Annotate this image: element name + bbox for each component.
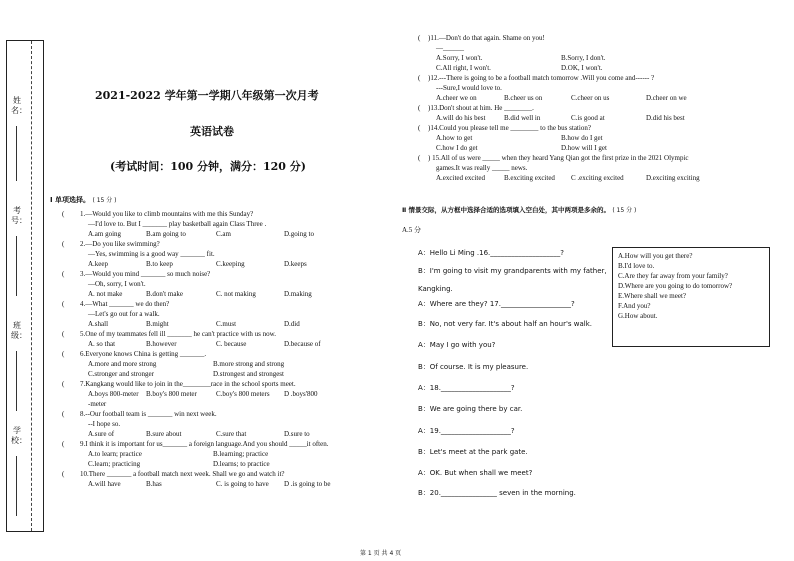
class-label: 班级： [11,321,27,340]
question-row [62,410,397,420]
exam-title: 2021-2022 学年第一学期八年级第一次月考 [95,89,319,102]
option: A.keep [88,260,109,268]
answer-paren: ( [62,350,65,358]
right-question-column [418,34,788,184]
dialogue-line: A：Hello Li Ming .16.____________________? [418,249,564,257]
options-row [62,370,397,380]
dialogue-line: A：18.____________________? [418,384,515,392]
option: B.sure about [146,430,182,438]
option: D.cheer on we [646,94,687,102]
question-row [62,240,397,250]
question-row-cont [62,220,397,230]
dialogue-line: B：20.________________ seven in the morning. [418,489,576,497]
option: B.boy's 800 meter [146,390,197,398]
option-box-item: F.And you? [618,302,651,310]
question-row [62,210,397,220]
question-row [418,104,788,114]
question-text-cont: —______ [436,44,464,52]
option: B.don't make [146,290,184,298]
question-text: 4.—What _______ we do then? [80,300,170,308]
option: A. so that [88,340,116,348]
options-row [62,340,397,350]
question-text-cont: —Oh, sorry, I won't. [88,280,146,288]
class-line [16,351,17,411]
option: D.OK, I won't. [561,64,603,72]
dialogue-line: B：Let's meet at the park gate. [418,448,528,456]
option: B.has [146,480,162,488]
option: B.however [146,340,177,348]
option: B.more strong and strong [213,360,285,368]
exam-time: (考试时间：100 分钟，满分：120 分) [110,160,306,173]
section2-sub: A.5 分 [402,226,422,234]
answer-paren: ( [62,440,65,448]
option: C.stronger and stronger [88,370,154,378]
binding-divider [31,41,32,531]
options-row [62,360,397,370]
options-row [62,290,397,300]
question-text-cont: —Let's go out for a walk. [88,310,160,318]
option: D.making [284,290,312,298]
section1-heading [50,196,117,205]
option: C.sure that [216,430,247,438]
dialogue-line: A：May I go with you? [418,341,496,349]
options-row [418,54,788,64]
question-text: )14.Could you please tell me ________ to the bus station? [428,124,591,132]
dialogue-line: A：OK. But when shall we meet? [418,469,533,477]
option: B.might [146,320,169,328]
page-footer: 第 1 页 共 4 页 [360,550,402,557]
option-box-item: G.How about. [618,312,658,320]
option: B.did well in [504,114,541,122]
option: B.how do I get [561,134,603,142]
answer-paren: ( [62,380,65,388]
option: C.boy's 800 meters [216,390,270,398]
question-row [418,124,788,134]
options-row [418,114,788,124]
option: D.going to [284,230,314,238]
answer-paren: ( [62,410,65,418]
question-row [62,440,397,450]
answer-paren: ( [418,154,421,162]
options-row [62,480,397,490]
option: D.because of [284,340,321,348]
question-text-cont: games.It was really _____ news. [436,164,528,172]
section2-heading-text: Ⅱ 情景交际，从方框中选择合适的选项填入空白处，其中两项是多余的。 [402,206,611,214]
answer-paren: ( [62,240,65,248]
option: B.cheer us on [504,94,543,102]
question-text: 10.There _______ a football match next week. Shall we go and watch it? [80,470,285,478]
left-question-column [62,210,397,490]
name-line [16,126,17,181]
question-row-cont [418,164,788,174]
section1-heading-text: Ⅰ 单项选择。 [50,196,91,204]
answer-paren: ( [62,210,65,218]
option: B.Sorry, I don't. [561,54,606,62]
options-row [418,64,788,74]
option: C.keeping [216,260,245,268]
option: C.All right, I won't. [436,64,491,72]
option: C.how I do get [436,144,478,152]
option: A.Sorry, I won't. [436,54,483,62]
options-row [418,94,788,104]
option: A.cheer we on [436,94,477,102]
option: D .boys'800 [284,390,318,398]
option: A. not make [88,290,123,298]
question-text: 5.One of my teammates fell ill _______ he can't practice with us now. [80,330,276,338]
question-row [62,470,397,480]
option: C .exciting excited [571,174,624,182]
question-text: 7.Kangkang would like to join in the________race in the school sports meet. [80,380,296,388]
question-row [62,380,397,390]
question-text-cont: --I hope so. [88,420,121,428]
option: A.will do his best [436,114,486,122]
section2-score: ( 15 分 ) [612,207,637,214]
question-row [418,154,788,164]
answer-paren: ( [418,34,421,42]
options-row [62,450,397,460]
option: C.must [216,320,237,328]
option: B.am going to [146,230,186,238]
section2-heading [402,206,636,215]
answer-paren: ( [418,74,421,82]
options-row [62,260,397,270]
question-text: )12.---There is going to be a football match tomorrow .Will you come and------ ? [428,74,655,82]
answer-paren: ( [62,300,65,308]
option: D.keeps [284,260,307,268]
option: D.exciting exciting [646,174,700,182]
number-label: 考号： [11,206,27,225]
question-row-cont [62,310,397,320]
number-line [16,236,17,296]
option: A.sure of [88,430,115,438]
dialogue-line: Kangking. [418,285,453,293]
option-tail: -meter [88,400,107,408]
options-row [62,460,397,470]
option-box-item: C.Are they far away from your family? [618,272,728,280]
school-label: 学校： [11,426,27,445]
question-text: )11.—Don't do that again. Shame on you! [428,34,545,42]
option-box [612,247,770,347]
option-box-item: A.How will you get there? [618,252,693,260]
question-text: 1.—Would you like to climb mountains with me this Sunday? [80,210,254,218]
option: D.sure to [284,430,310,438]
option: A.will have [88,480,121,488]
option: A.shall [88,320,109,328]
option: B.exciting excited [504,174,555,182]
option: C. is going to have [216,480,269,488]
option: C. not making [216,290,256,298]
question-text: 3.—Would you mind _______ so much noise? [80,270,211,278]
option: A.boys 800-meter [88,390,139,398]
dialogue-line: A：Where are they? 17.____________________? [418,300,575,308]
options-row [62,320,397,330]
option-box-item: B.I'd love to. [618,262,655,270]
question-text: )13.Don't shout at him. He ________. [428,104,534,112]
option: B.learning; practice [213,450,269,458]
option: D.did [284,320,300,328]
question-row [62,300,397,310]
option: C.is good at [571,114,605,122]
dialogue-line: B：No, not very far. It's about half an hour's walk. [418,320,593,328]
dialogue-line: A：19.____________________? [418,427,515,435]
question-row-cont [62,280,397,290]
question-text: ) 15.All of us were _____ when they heard Yang Qian got the first prize in the 2021 Olympic [428,154,689,162]
answer-paren: ( [62,330,65,338]
option: C. because [216,340,247,348]
question-text: 2.—Do you like swimming? [80,240,160,248]
binding-strip [6,40,44,532]
answer-paren: ( [418,124,421,132]
question-row-cont [418,44,788,54]
options-row [62,390,397,400]
answer-paren: ( [418,104,421,112]
name-label: 姓名： [11,96,27,115]
option-box-item: D.Where are you going to do tomorrow? [618,282,733,290]
question-row-cont [62,250,397,260]
options-row [62,430,397,440]
section1-score: ( 15 分 ) [92,197,117,204]
option: C.am [216,230,231,238]
exam-subject: 英语试卷 [190,125,234,138]
question-text-cont: —Yes, swimming is a good way _______ fit. [88,250,215,258]
question-row-cont [418,84,788,94]
question-text-cont: —I'd love to. But I _______ play basketball again Class Three . [88,220,267,228]
options-row [62,230,397,240]
answer-paren: ( [62,270,65,278]
option: D.learns; to practice [213,460,270,468]
option: B.to keep [146,260,173,268]
question-text-cont: ---Sure,I would love to. [436,84,502,92]
school-line [16,456,17,516]
option: D .is going to be [284,480,331,488]
dialogue-line: B：Of course. It is my pleasure. [418,363,529,371]
options-row [418,134,788,144]
answer-paren: ( [62,470,65,478]
option: A.excited excited [436,174,485,182]
dialogue-line: B：We are going there by car. [418,405,523,413]
option: A.more and more strong [88,360,157,368]
option: C.cheer on us [571,94,610,102]
question-text: 9.I think it is important for us_______ a foreign language.And you should _____it often. [80,440,329,448]
question-text: 8.--Our football team is _______ win next week. [80,410,217,418]
options-row [418,174,788,184]
option-box-item: E.Where shall we meet? [618,292,687,300]
option: D.strongest and strongest [213,370,284,378]
question-row [62,330,397,340]
option: A.to learn; practice [88,450,142,458]
question-row [62,270,397,280]
options-row [418,144,788,154]
question-row [418,34,788,44]
option: A.how to get [436,134,473,142]
question-text: 6.Everyone knows China is getting _______. [80,350,207,358]
option: A.am going [88,230,122,238]
option: D.how will I get [561,144,607,152]
question-row [418,74,788,84]
question-row-cont [62,420,397,430]
option: C.learn; practicing [88,460,141,468]
dialogue-line: B：I'm going to visit my grandparents with my father, [418,267,607,275]
option: D.did his best [646,114,685,122]
options-row-tail [62,400,397,410]
question-row [62,350,397,360]
